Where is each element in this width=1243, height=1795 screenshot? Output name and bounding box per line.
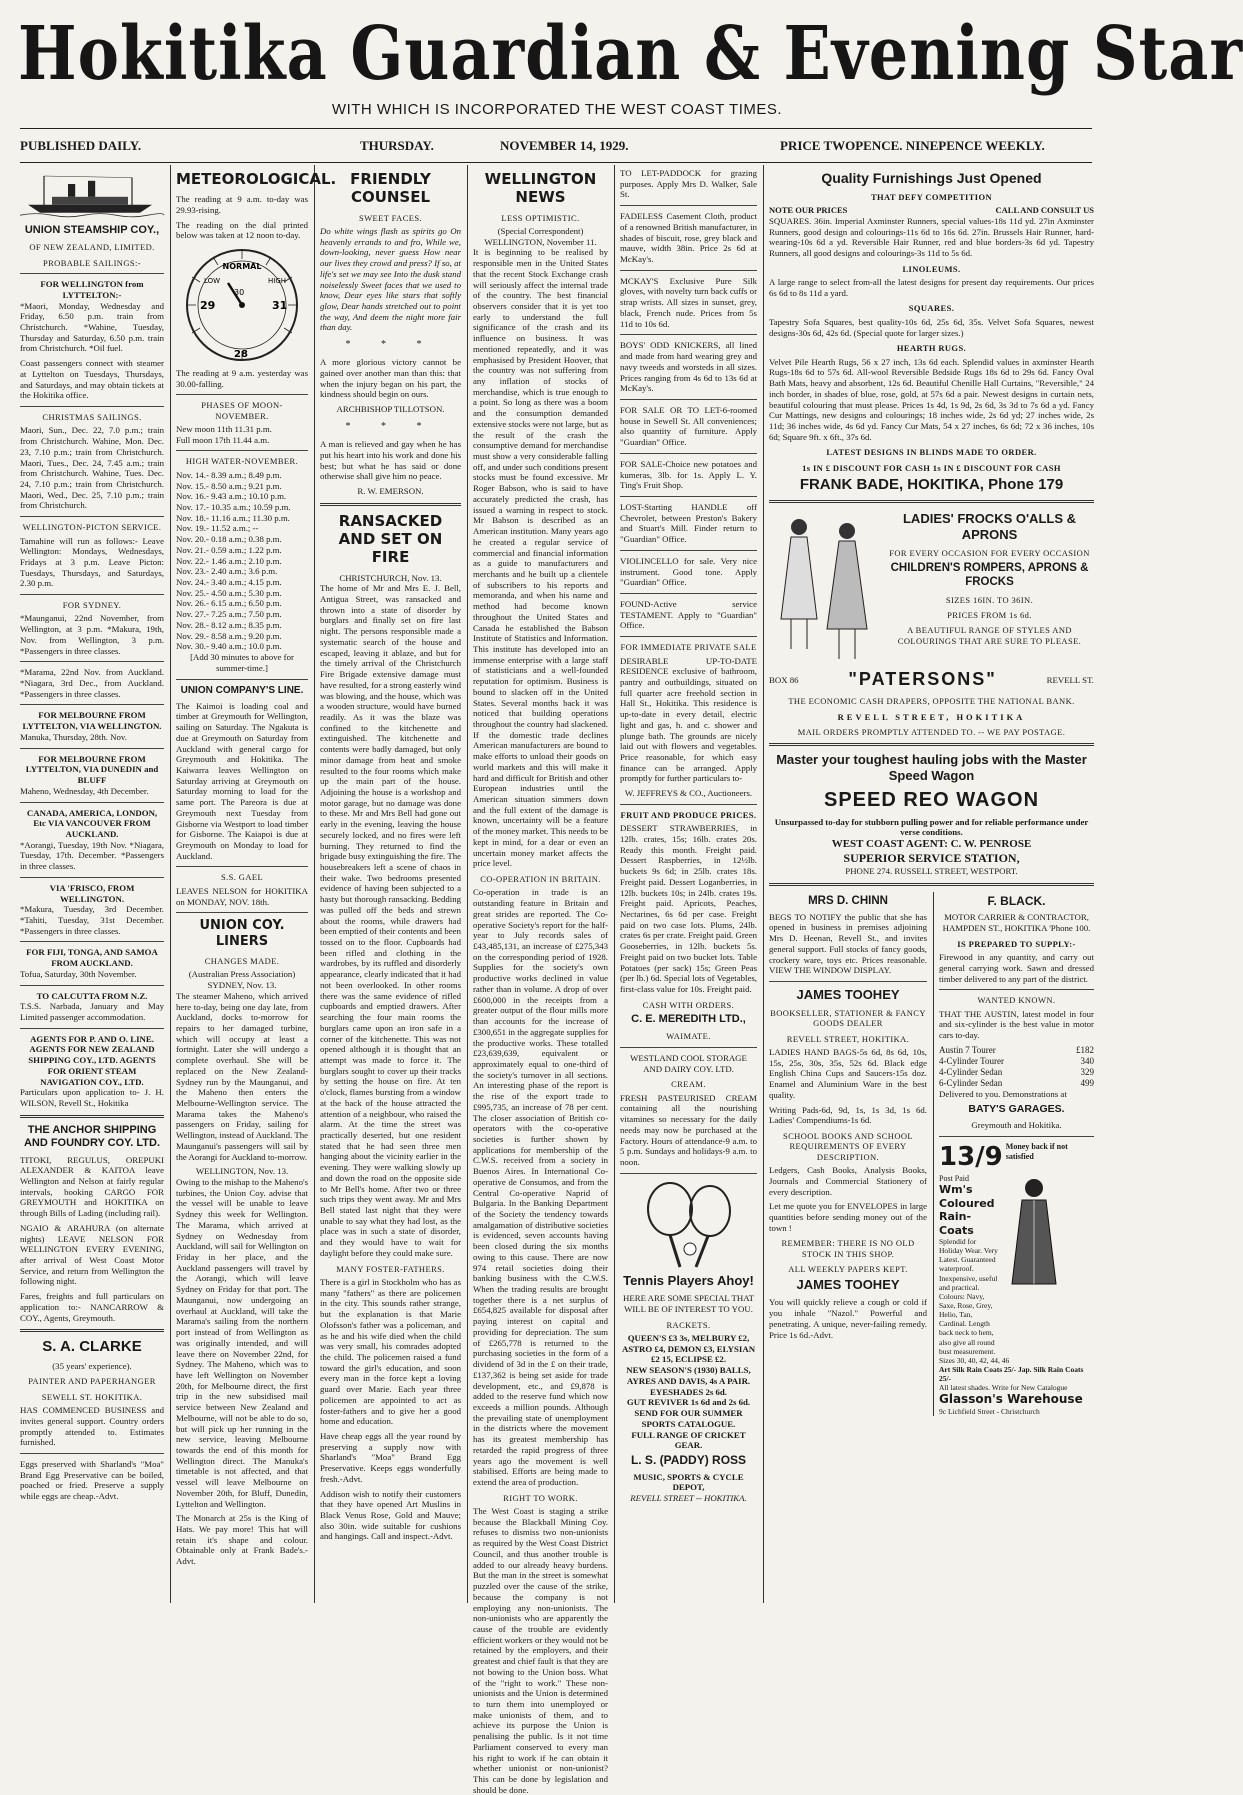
barometer-dial: [176, 245, 308, 365]
met-dial-note: The reading on the dial printed below was taken at 12 noon to-day.: [176, 219, 308, 241]
tide-row: Nov. 30.- 9.40 a.m.; 10.0 p.m.: [176, 641, 282, 652]
cooperation-heading: CO-OPERATION IN BRITAIN.: [480, 874, 601, 885]
sweet-faces-heading: SWEET FACES.: [358, 212, 423, 223]
dial-29-label: 29: [200, 299, 216, 313]
weekly-papers: ALL WEEKLY PAPERS KEPT.: [788, 1264, 908, 1275]
anchor-text: TITOKI, REGULUS, OREPUKI ALEXANDER & KAITOA leave Wellington and Nelson at fairly regular intervals, booking CARGO FOR GREYMOUTH and HOKITIKA on through Bills of Lading (including rail).: [20, 1154, 164, 1219]
liners-heading: UNION COY. LINERS: [199, 918, 285, 950]
wellington-heading: FOR WELLINGTON from LYTTELTON:-: [40, 279, 144, 300]
austin-prices: [939, 1045, 1094, 1089]
linoleums-text: A large range to select from-all the latest designs for present day requirements. Our prices 6s 6d to 8s 11d a yard.: [769, 277, 1094, 298]
austin-delivered: Delivered to you. Demonstrations at: [939, 1088, 1067, 1099]
tide-row: Nov. 16.- 9.43 a.m.; 10.10 p.m.: [176, 491, 287, 502]
melbourne-sailing-1: Manuka, Thursday, 28th. Nov.: [20, 731, 127, 742]
private-sale-heading: FOR IMMEDIATE PRIVATE SALE: [620, 642, 757, 653]
melbourne-heading-2: FOR MELBOURNE FROM LYTTELTON, VIA DUNEDIN and BLUFF: [25, 753, 159, 786]
westland-storage: WESTLAND COOL STORAGE AND DAIRY COY. LTD.: [630, 1052, 747, 1074]
mckays-ad: MCKAY'S Exclusive Pure Silk gloves, with novelty turn back cuffs or strap wrists. All sizes in sunset, grey, black, French nude. Prices from 5s 11d to 10s 6d.: [620, 275, 757, 329]
foster-text: There is a girl in Stockholm who has as many "fathers" as there are policemen in the city. This sounds rather strange, but the explanation is that Marie Olofsson's father was a policeman, and as he and his wife died when the child was very small, his comrades adopted the child. The policemen raised a fund toward the girl's education, and soon every man in the force kept a loving guard over Marie. Each year three policemen are appointed to act as foster-fathers and to give her a good home and education.: [320, 1276, 461, 1427]
toohey-title: JAMES TOOHEY: [796, 987, 900, 1003]
column-friendly-counsel: FRIENDLY COUNSEL SWEET FACES. Do white wings flash as spirits go On heavenly errands to and fro, While we, down-looking, never guess How near our lives they crowd and press? If so, at life's set we may see Into the dusk stand noiselessly Sweet faces that we used to know, Dear eyes like stars that softly glow, Dear hands stretched out to point the way, And deem the night more fair than day. * * * A more glorious victory cannot be gained over another man than this: that when the injury began on his part, the kindness should begin on ours. ARCHBISHOP TILLOTSON. * * * A man is relieved and gay when he has put his heart into his work and done his best; but what he has said or done otherwise shall give him no peace. R. W. EMERSON. RANSACKED AND SET ON FIRE CHRISTCHURCH, Nov. 13. The home of Mr and Mrs E. J. Bell, Antigua Street, was ransacked and thrown into a state of disorder by burglars and finally set on fire last night. The persons responsible made a systematic search of the house and escaped, leaving it ablaze, and but for the timely arrival of the Christchurch Fire Brigade extensive damage must have resulted, for a strong easterly wind was blowing, and the house, which was a wooden structure, would have burned readily. As it was the blaze was confined to the kitchenette and extinguished. The kitchenette and contents were badly damaged, but only minor damage from heat and smoke resulted to the four rooms which make up the main part of the house. Adjoining the house is a workshop and motor garage, but no damage was done to these. Mr and Mrs Bell had gone out early in the evening, leaving the house securely locked, and no fires were left burning. They returned to find the brigade busy extinguishing the fire. The housebreakers left a scene of chaos in their wake. Two bedrooms presented evidence of having been subjected to a hasty but thorough ransacking. Bedding was pulled off the beds and strewn about the rooms, while drawers had been emptied of their contents and been tossed on to the floor. Cupboards had been rifled and clothing in the wardrobes, by its ruffled and disorderly appearance, clearly indicated that it had not been overlooked. In other rooms there was the same evidence of rifled cupboards and emptied drawers. After searching the four main rooms the burglars came upon an iron safe in a corner of the kitchenette. This was not opened although it is thought that an attempt was made to force it. The burglars sought to cover up their tracks by setting the house on fire. At ten o'clock, flames bursting from a window at the back of the house attracted the attention of a neighbour, who raised the alarm. At the time the street was practically deserted, but one resident stated that he had seen three men hanging about the vicinity earlier in the evening. They were walking slowly up and down the road on the opposite side to Mr Bell's home. After two or three such trips they went away. Mr and Mrs Bell stated last night that they were unable to say what they had lost, as the place was in such a state of disorder, and they would have to wait for daylight before they could make sure. MANY FOSTER-FATHERS. There is a girl in Stockholm who has as many "fathers" as there are policemen in the city. This sounds rather strange, but the explanation is that Marie Olofsson's father was a policeman, and as he and his wife died when the child was very small, his comrades adopted the child. The policemen raised a fund toward the girl's education, and soon every man in the force kept a loving guard over Marie. Each year three policemen are appointed to act as foster-fathers and to give her a good home and education. Have cheap eggs all the year round by preserving a supply now with Sharland's "Moa" Brand Egg Preservative. Keeps eggs wonderfully fresh.-Advt. Addison wish to notify their customers that they have opened Art Muslins in Black Venus Rose, Gold and Mauve; also 30in. wide suitable for cushions and hangings. Call and inspect.-Advt.: [320, 170, 461, 1542]
newspaper-subtitle: WITH WHICH IS INCORPORATED THE WEST COAST TIMES.: [331, 101, 783, 118]
rackets-prices: QUEEN'S £3 3s, MELBURY £2, ASTRO £4, DEMON £3, ELYSIAN £2 15, ECLIPSE £2.: [621, 1333, 756, 1365]
nazol-advt: You will quickly relieve a cough or cold if you inhale "Nazol." Powerful and penetrating. A unique, never-failing remedy. Price 1s 6d.-Advt.: [769, 1297, 927, 1340]
austin-price: 340: [1080, 1055, 1094, 1066]
tennis-subtitle: HERE ARE SOME SPECIAL THAT WILL BE OF INTEREST TO YOU.: [623, 1293, 754, 1314]
house-sale-ad: FOR SALE OR TO LET-6-roomed house in Sewell St. All conveniences; also quantity of furniture. Apply "Guardian" Office.: [620, 404, 757, 448]
batys-location: Greymouth and Hokitika.: [971, 1120, 1062, 1131]
calcutta-sailing: T.S.S. Narbada, January and May Limited passenger accommodation.: [20, 1001, 164, 1023]
relieved-quote: A man is relieved and gay when he has put his heart into his work and done his best; but what he has said or done otherwise shall give him no peace.: [320, 439, 461, 482]
column-display-ads: [769, 168, 1094, 1602]
dial-30-label: 30: [234, 288, 245, 298]
ransacked-heading: RANSACKED AND SET ON FIRE: [338, 511, 443, 567]
tide-row: Nov. 14.- 8.39 a.m.; 8.49 p.m.: [176, 469, 282, 480]
runners-text: SQUARES. 36in. Imperial Axminster Runners, special values-18s 11d yd. 27in Axminster Runners, good design and colourings-11s 6d to 16s 6d. 27in. Brussels Hair Runner, hard-wearing-10s 6d a yd. Reversible Hair Runner, red and blue borders-3s 6d yd. Tapestry Runners, all good designs and colourings-3s 11d to 5s 6d.: [769, 215, 1094, 258]
potatoes-ad: FOR SALE-Choice new potatoes and kumeras, 3lb. for 1s. Apply L. Y. Ting's Fruit Shop.: [620, 458, 757, 491]
coast-passengers: Coast passengers connect with steamer at Lyttelton on Tuesdays, Thursdays, and Saturdays, and may obtain tickets at the Hokitika office.: [20, 358, 164, 401]
frank-bade: FRANK BADE, HOKITIKA, Phone 179: [799, 476, 1064, 494]
linoleums-heading: LINOLEUMS.: [902, 263, 961, 274]
tide-row: Nov. 17.- 10.35 a.m.; 10.59 p.m.: [176, 502, 291, 512]
writing-pads: Writing Pads-6d, 9d, 1s, 1s 3d, 1s 6d. Ladies' Compendiums-1s 6d.: [769, 1104, 927, 1126]
foster-heading: MANY FOSTER-FATHERS.: [336, 1263, 445, 1274]
union-company-text: The Kaimoi is loading coal and timber at Greymouth for Wellington, sailing on Saturday. The Ngakuta is due at Greymouth on Saturday from Auckland with general cargo for Greymouth and Hokitika. The Kaiwarra leaves Wellington on Saturday arriving at Greymouth on Saturday morning to load for the same port. The Pareora is due at Greymouth next Tuesday from Gisborne via Westport to load timber for Gisborne. The Kaiapoi is due at Greymouth on Monday to load for Auckland.: [176, 700, 308, 861]
wellington-sailings: *Maori, Monday, Wednesday and Friday, 6.50 p.m. train from Christchurch. *Wahine, Tuesday, Thursday and Saturday, 6.50 p.m. train from Christchurch. *Oil fuel.: [20, 300, 164, 354]
newspaper-title: Hokitika Guardian & Evening Star: [18, 9, 1243, 97]
reo-agent: WEST COAST AGENT: C. W. PENROSE: [831, 837, 1032, 850]
reo-phone: PHONE 274. RUSSELL STREET, WESTPORT.: [845, 866, 1018, 876]
dial-low-label: LOW: [204, 277, 221, 286]
austin-price-row: [939, 1056, 1094, 1067]
wellington-liners-text: Owing to the mishap to the Maheno's turbines, the Union Coy. advise that the vessel will be unable to leave Sydney this week for Wellington. The Marama, which arrived at Sydney on Wednesday from Auckland, will sail for Wellington on Friday in her place, and the Auckland passengers will travel by the Aorangi, which will leave Sydney on Friday for that port. The Maunganui, now undergoing an overhaul at Auckland, will take the Marama's sailing from the northern port instead of from Wellington as was originally intended, and will leave there on November 22nd, for Sydney. The Maheno, which was to have left Wellington on November 20th, for Melbourne direct, the first trip in the new subsidised mail service between New Zealand and Melbourne, will not be able to do so, but will pick up her running in the new service, leaving Melbourne towards the end of this month for Wellington direct. The Manuka's timetable is not affected, and that vessel will leave Melbourne on November 20th, for Bluff, Dunedin, Lyttelton and Wellington.: [176, 1177, 308, 1509]
column-divider: [763, 165, 764, 1603]
cooperation-text: Co-operation in trade is an outstanding feature in Britain and great strides are reported. The Co-operative Society's report for the half-year to July records sales of £43,485,131, an increase of £275,343 on the corresponding period of 1928. Supplies for the society's own productive works declined in value rather than in volume. A drop of over £600,000 in the receipts from a greater output of the flour mills more than accounts for the increase of £300,651 in the aggregate supplies for the productive works. These totalled £23,639,639, equivalent or approximately equal to one-third of the society's turnover in all sections. An interesting phase of the report is the rise of the export trade to £995,735, an increase of 78 per cent. The closer association of British co-operators with the co-operative societies is further shown by applications for membership of the C.W.S. received from a society in Buenos Aires. In International Co-operative de Consumos, and from the Central Co-operative Naprid of Bulgaria. In the Banking Department of the Society the tendency towards amalgamation of distributive societies is evidenced, seven accounts having been closed during the six months owing to this cause. There are now 974 retail societies doing their banking business with the C.W.S. When the trading results are brought together there is a net surplus of £654,825 available for disposal after paying interest on capital and providing for depreciation. The sum of £265,778 is returned to the purchasing societies in the form of a dividend of 3d in the £ on their trade, £137,362 is being set aside for trade development, etc., and £9,878 is added to the reserve fund which now exceeds a million pounds. Although the prevailing state of unemployment in the districts where the movement has its greatest membership has retarded the rapid progress of three years ago the movement is well stabilised. Efforts are being made to extend the area of production.: [473, 887, 608, 1487]
christmas-sailings: Maori, Sun., Dec. 22, 7.0 p.m.; train from Christchurch. Wahine, Mon. Dec. 23, 7.10 p.m.; train from Christchurch. Maori, Tues., Dec. 24, 7.45 a.m.; train from Christchurch. Wahine, Tues. Dec. 24, 7.10 p.m.; train from Christchurch. Maori, Wed., Dec. 25, 7.10 p.m.; train from Christchurch.: [20, 425, 164, 511]
clarke-title: S. A. CLARKE: [42, 1338, 142, 1356]
blinds-text: LATEST DESIGNS IN BLINDS MADE TO ORDER.: [826, 447, 1037, 458]
boys-knickers-ad: BOYS' ODD KNICKERS, all lined and made from hard wearing grey and navy tweeds and worsteds in all sizes. Prices ranging from 4s 6d to 13s 6d at McKay's.: [620, 340, 757, 394]
frisco-heading: VIA 'FRISCO, FROM WELLINGTON.: [49, 882, 135, 904]
raincoats-title: Wm's Coloured Rain-Coats: [939, 1183, 995, 1237]
picton-heading: WELLINGTON-PICTON SERVICE.: [22, 522, 162, 533]
remember-text: REMEMBER: THERE IS NO OLD STOCK IN THIS SHOP.: [781, 1238, 915, 1259]
monarch-advt: The Monarch at 25s is the King of Hats. We pay more! This hat will retain it's shape and colour. Obtainable only at Frank Bade's.-Advt.: [176, 1513, 308, 1567]
wellington-news-dateline: WELLINGTON, November 11.: [484, 236, 597, 247]
column-meteorological: [176, 168, 337, 1602]
defy-competition: THAT DEFY COMPETITION: [870, 192, 993, 203]
toohey-subtitle: BOOKSELLER, STATIONER & FANCY GOODS DEALER: [770, 1007, 926, 1029]
chinn-text: BEGS TO NOTIFY the public that she has opened in business in premises adjoining Mrs D. Heenan, Revell St., and invites general support. Full stocks of fancy goods, crockery ware, toys etc. Prices reasonable. VIEW THE WINDOW DISPLAY.: [769, 911, 927, 976]
melbourne-heading-1: FOR MELBOURNE FROM LYTTELTON, VIA WELLINGTON.: [22, 710, 162, 732]
note-prices: NOTE OUR PRICES: [769, 205, 848, 216]
dial-31-label: 31: [272, 299, 288, 313]
rompers-price: PRICES FROM 1s 6d.: [947, 609, 1032, 620]
balls-prices: NEW SEASON'S (1930) BALLS, AYRES AND DAVIS, 4s A PAIR.: [626, 1365, 751, 1386]
fares-text: Fares, freights and full particulars on application to:- NANCARROW & COY., Agents, Greymouth.: [20, 1291, 164, 1323]
revell-street-long: REVELL STREET, HOKITIKA: [837, 711, 1026, 722]
austin-price-row: [939, 1078, 1094, 1089]
fadeless-ad: FADELESS Casement Cloth, product of a renowned British manufacturer, in shades of biscuit, rose, grey black and mauve, width 38in. Price 2s 6d at McKay's.: [620, 211, 757, 265]
post-paid: Post Paid: [939, 1173, 970, 1183]
column-shipping: [20, 168, 164, 1602]
jeffreys-auctioneers: W. JEFFREYS & CO., Auctioneers.: [624, 788, 753, 799]
fruit-heading: FRUIT AND PRODUCE PRICES.: [620, 809, 757, 820]
wellington-dateline: WELLINGTON, Nov. 13.: [195, 1166, 289, 1177]
full-moon: Full moon 17th 11.44 a.m.: [176, 434, 270, 445]
mail-orders: MAIL ORDERS PROMPTLY ATTENDED TO. -- WE PAY POSTAGE.: [797, 727, 1066, 738]
column-divider: [467, 165, 468, 1603]
marama-sailings: *Marama, 22nd Nov. from Auckland. *Niagara, 3rd Dec., from Auckland. *Passengers in three classes.: [20, 667, 164, 699]
ross-name: L. S. (PADDY) ROSS: [630, 1452, 747, 1467]
paddock-ad: TO LET-PADDOCK for grazing purposes. Apply Mrs D. Walker, Sale St.: [620, 168, 757, 200]
rompers-title: CHILDREN'S ROMPERS, APRONS & FROCKS: [890, 562, 1089, 589]
dial-high-label: HIGH: [268, 277, 287, 286]
supply-heading: IS PREPARED TO SUPPLY:-: [957, 938, 1076, 949]
austin-price: £182: [1076, 1044, 1094, 1055]
frock-models-illustration: [769, 509, 879, 669]
sydney-sailings: *Maunganui, 22nd November, from Wellington, at 3 p.m. *Makura, 19th, Nov. from Wellington, 3 p.m. *Passengers in three classes.: [20, 613, 164, 656]
anchor-title: THE ANCHOR SHIPPING AND FOUNDRY COY. LTD.: [23, 1123, 161, 1150]
steamship-icon: [20, 171, 164, 221]
sweet-faces-poem: Do white wings flash as spirits go On heavenly errands to and fro, While we, down-looking, never guess How near our lives they crowd and press? If so, at life's set we may see Into the dusk stand noiselessly Sweet faces that we used to know, Dear eyes like stars that softly glow, Dear hands stretched out to point the way, And deem the night more fair than day.: [320, 225, 461, 333]
christchurch-dateline: CHRISTCHURCH, Nov. 13.: [339, 572, 442, 583]
gael-text: LEAVES NELSON for HOKITIKA on MONDAY, NOV. 18th.: [176, 885, 308, 907]
cash-with-orders: CASH WITH ORDERS.: [642, 999, 735, 1010]
raincoat-model-illustration: [1004, 1174, 1064, 1294]
new-moon: New moon 11th 11.31 p.m.: [176, 424, 272, 435]
hand-bags: LADIES HAND BAGS-5s 6d, 8s 6d, 10s, 15s, 25s, 30s, 35s, 52s 6d. Black edge English China Cups and Saucers-15s doz. Enamel and Aluminium Ware in the best quality.: [769, 1046, 927, 1100]
waimate: WAIMATE.: [666, 1031, 711, 1042]
dateline-rule: [20, 162, 1092, 163]
art-silk-coats: Art Silk Rain Coats 25/- Jap. Silk Rain Coats 25/-: [939, 1364, 1084, 1384]
changes-made: CHANGES MADE.: [204, 955, 280, 966]
right-to-work-heading: RIGHT TO WORK.: [503, 1492, 578, 1503]
fruit-prices: DESSERT STRAWBERRIES, in 12lb. crates, 15s; 16lb. crates 20s. Ready this month. Freight paid. Dessert Raspberries, in 12½lb. buckets 9s 6d; in 25lb. crates 18s. Freight paid. Dessert Loganberries, in 12lb. buckets 10s; in 24lb. crates 19s. Freight paid. Apricots, Peaches, Nectarines, 6s 6d per case. Freight paid on two case lots. Plums, 24lb. crates 6s per crate. Freight paid. Green Gooseberries, in 12lb. buckets 5s. Freight paid on two bucket lots. Table Potatoes (per sack) 15s; Green Peas (per lb.) 6d. Special lots of Vegetables, first-class value for 10s. Freight paid.: [620, 823, 757, 994]
union-title: UNION STEAMSHIP COY.,: [24, 224, 160, 236]
lost-ad: LOST-Starting HANDLE off Chevrolet, between Preston's Bakery and Stuart's Mill. Finder return to "Guardian" Office.: [620, 501, 757, 545]
probable-sailings: PROBABLE SAILINGS:-: [42, 257, 142, 268]
toohey-title-2: JAMES TOOHEY: [796, 1277, 900, 1293]
tide-row: Nov. 28.- 8.12 a.m.; 8.35 p.m.: [176, 619, 282, 630]
supply-text: Firewood in any quantity, and carry out general carrying work. Sawn and dressed timber delivered to any part of the district.: [939, 952, 1094, 984]
column-divider: [614, 165, 615, 1603]
tennis-racket-illustration: [620, 1179, 757, 1269]
glasson-price: 13/9: [939, 1141, 1003, 1172]
reo-title: SPEED REO WAGON: [823, 789, 1040, 812]
rackets-heading: RACKETS.: [666, 1319, 711, 1330]
sydney-heading: FOR SYDNEY.: [62, 600, 122, 611]
column-classifieds: [620, 168, 757, 1602]
tide-row: Nov. 23.- 2.40 a.m.; 3.6 p.m.: [176, 566, 278, 577]
tennis-title: Tennis Players Ahoy!: [623, 1273, 754, 1289]
eggs-advt: Eggs preserved with Sharland's "Moa" Brand Egg Preservative can be boiled, poached or fried. Preserve a supply while eggs are cheap.-Advt.: [20, 1458, 164, 1502]
column-wellington-news: [473, 168, 608, 1795]
hearth-heading: HEARTH RUGS.: [896, 343, 967, 354]
issue-day: THURSDAY.: [360, 138, 434, 153]
tide-row: Nov. 21.- 0.59 a.m.; 1.22 p.m.: [176, 544, 282, 555]
calcutta-heading: TO CALCUTTA FROM N.Z.: [36, 990, 148, 1001]
fiji-sailing: Tofua, Saturday, 30th November.: [20, 968, 137, 979]
reo-headline: Master your toughest hauling jobs with the Master Speed Wagon: [776, 752, 1087, 784]
fiji-heading: FOR FIJI, TONGA, AND SAMOA FROM AUCKLAND.: [26, 947, 158, 969]
austin-price-row: [939, 1045, 1094, 1056]
friendly-counsel-title: FRIENDLY COUNSEL: [350, 170, 431, 207]
ransacked-text: The home of Mr and Mrs E. J. Bell, Antigua Street, was ransacked and thrown into a state of disorder by burglars and finally set on fire last night. The persons responsible made a systematic search of the house and escaped, leaving it ablaze, and but for the timely arrival of the Christchurch Fire Brigade extensive damage must have resulted, for a strong easterly wind was blowing, and the house, which was a wooden structure, would have burned readily. As it was the blaze was confined to the kitchenette and extinguished. The kitchenette and contents were badly damaged, but only minor damage from heat and smoke resulted to the four rooms which make up the main part of the house. Adjoining the house is a workshop and motor garage, but no damage was done to these. Mr and Mrs Bell had gone out early in the evening, leaving the house securely locked, and no fires were left burning. They returned to find the brigade busy extinguishing the fire. The housebreakers left a scene of chaos in their wake. Two bedrooms presented evidence of having been subjected to a hasty but thorough ransacking. Bedding was pulled off the beds and strewn about the rooms, while drawers had been emptied of their contents and been tossed on to the floor. Cupboards had been rifled and clothing in the wardrobes, by its ruffled and disorderly appearance, clearly indicated that it had not been overlooked. In other rooms there was the same evidence of rifled cupboards and emptied drawers. After searching the four main rooms the burglars came upon an iron safe in a corner of the kitchenette. This was not opened although it is thought that an attempt was made to force it. The burglars sought to cover up their tracks by setting the house on fire. At ten o'clock, flames bursting from a window at the back of the house attracted the attention of a neighbour, who raised the alarm. At the time the street was practically deserted, but one resident stated that he had seen three men hanging about the vicinity earlier in the evening. They were walking slowly up and down the road on the opposite side to Mr Bell's home. After two or three such trips they went away. Mr and Mrs Bell stated last night that they were unable to say what they had lost, as the place was in such a state of disorder, and they would have to wait for daylight before they could make sure.: [320, 583, 461, 1258]
violincello-ad: VIOLINCELLO for sale. Very nice instrument. Good tone. Apply "Guardian" Office.: [620, 555, 757, 588]
toohey-address: REVELL STREET, HOKITIKA.: [786, 1033, 910, 1044]
gut-reviver: GUT REVIVER 1s 6d and 2s 6d.: [626, 1397, 751, 1408]
patersons-name: "PATERSONS": [848, 669, 997, 690]
canada-heading: CANADA, AMERICA, LONDON, Etc VIA VANCOUVER FROM AUCKLAND.: [26, 807, 158, 839]
relieved-author: R. W. EMERSON.: [357, 485, 424, 496]
meredith-name: C. E. MEREDITH LTD.,: [631, 1013, 746, 1026]
high-water-heading: HIGH WATER-NOVEMBER.: [185, 456, 299, 467]
issue-date: NOVEMBER 14, 1929.: [500, 138, 629, 153]
special-correspondent: (Special Correspondent): [497, 225, 584, 236]
catalogue: SEND FOR OUR SUMMER SPORTS CATALOGUE.: [634, 1408, 743, 1429]
tide-row: Nov. 25.- 4.50 a.m.; 5.30 p.m.: [176, 587, 282, 598]
ross-address: REVELL STREET -- HOKITIKA.: [630, 1493, 747, 1504]
discount-text: 1s IN £ DISCOUNT FOR CASH 1s IN £ DISCOUNT FOR CASH: [802, 462, 1061, 473]
call-consult: CALL AND CONSULT US: [995, 205, 1094, 216]
column-divider: [170, 165, 171, 1603]
cheap-eggs-advt: Have cheap eggs all the year round by preserving a supply now with Sharland's "Moa" Brand Egg Preservative. Keeps eggs wonderfully fresh.-Advt.: [320, 1431, 461, 1484]
picton-service: Tamahine will run as follows:- Leave Wellington: Mondays, Wednesdays, Fridays at 3 p.m. Leave Picton: Tuesdays, Thursdays, and Saturdays, 2.30 p.m.: [20, 535, 164, 589]
sydney-dateline: SYDNEY, Nov. 13.: [207, 980, 277, 991]
met-reading-yesterday: The reading at 9 a.m. yesterday was 30.00-falling.: [176, 367, 308, 389]
dial-normal-label: NORMAL: [222, 262, 262, 272]
clarke-experience: (35 years' experience).: [52, 1360, 132, 1371]
less-optimistic: LESS OPTIMISTIC.: [501, 212, 580, 223]
glasson-warehouse: Glasson's Warehouse: [939, 1392, 1083, 1407]
eyeshades: EYESHADES 2s 6d.: [650, 1386, 727, 1397]
frocks-title: LADIES' FROCKS O'ALLS & APRONS: [902, 511, 1077, 543]
austin-model: 6-Cylinder Sedan: [939, 1077, 1003, 1088]
box-number: BOX 86: [769, 675, 799, 685]
victory-author: ARCHBISHOP TILLOTSON.: [336, 404, 445, 415]
austin-model: 4-Cylinder Tourer: [939, 1055, 1004, 1066]
tide-row: Nov. 26.- 6.15 a.m.; 6.50 p.m.: [176, 598, 282, 609]
school-books: SCHOOL BOOKS AND SCHOOL REQUIREMENTS OF EVERY DESCRIPTION.: [782, 1131, 914, 1162]
christmas-heading: CHRISTMAS SAILINGS.: [42, 412, 142, 423]
cream-heading: CREAM.: [671, 1079, 706, 1090]
ledgers: Ledgers, Cash Books, Analysis Books, Journals and Commercial Stationery of every description.: [769, 1165, 927, 1197]
dial-28-label: 28: [234, 349, 248, 361]
cream-text: FRESH PASTEURISED CREAM containing all the nourishing vitamines so necessary for the daily needs may now be purchased at the Factory. Hours of attendance-9 a.m. to 5 p.m. Sundays and holidays-9 a.m. to noon.: [620, 1092, 757, 1167]
tide-row: Nov. 22.- 1.46 a.m.; 2.10 p.m.: [176, 555, 282, 566]
union-company-line: UNION COMPANY'S LINE.: [180, 684, 304, 696]
tide-row: Nov. 27.- 7.25 a.m.; 7.50 p.m.: [176, 609, 282, 620]
squares-text: Tapestry Sofa Squares, best quality-10s 6d, 25s 6d, 35s. Velvet Sofa Squares, newest designs-30s 6d, 42s 6d. (Special quote for larger sizes.): [769, 316, 1094, 338]
gael-heading: S.S. GAEL: [220, 872, 264, 883]
masthead-rule: [20, 128, 1092, 129]
agents-heading: AGENTS FOR P. AND O. LINE. AGENTS FOR NEW ZEALAND SHIPPING COY., LTD. AGENTS FOR ORIENT STEAM NAVIGATION COY., LTD.: [28, 1033, 156, 1087]
envelopes: Let me quote you for ENVELOPES in large quantities before sending money out of the town !: [769, 1201, 927, 1233]
column-divider: [314, 165, 315, 1603]
austin-model: 4-Cylinder Sedan: [939, 1066, 1003, 1077]
economic-drapers: THE ECONOMIC CASH DRAPERS, OPPOSITE THE NATIONAL BANK.: [788, 696, 1075, 707]
hearth-text: Velvet Pile Hearth Rugs, 56 x 27 inch, 13s 6d each. Splendid values in axminster Hearth Rugs-18s 6d to 57s 6d. All-wool Reversible Bedside Rugs 18s 6d to 29s 6d. Fancy Oval Bath Mats, heavy and absorbent, 12s 6d. Beautiful Chenille Hall Curtains, "Reversible," 24 inch border, in shades of blue, rose, gold, at 57s 6d a pair. Newest designs in curtain nets, beautiful colouring that must please. Prices 1s 4d, 1s 9d, 2s 6d, 3s 3d to 7s 6d a yd. Fancy Cur Mattings, new designs and colourings; 18 inches wide, 2s 6d yd; 27 inches wide, 2s 11d; 36 inches wide, 4s 6d yd. Fancy Cur Mats, 54 x 27 inches, 6s 6d; 72 x 36 inches, 10s 6d; Square 9ft. x 6ft., 37s 6d.: [769, 356, 1094, 442]
melbourne-sailing-2: Maheno, Wednesday, 4th December.: [20, 785, 149, 796]
quality-furnishings-title: Quality Furnishings Just Opened: [821, 170, 1042, 186]
batys-garages: BATY'S GARAGES.: [968, 1103, 1065, 1116]
latest-shades: All latest shades. Write for New Catalogue: [939, 1383, 1068, 1393]
squares-heading: SQUARES.: [908, 303, 955, 314]
chinn-title: MRS D. CHINN: [808, 894, 888, 907]
canada-sailings: *Aorangi, Tuesday, 19th Nov. *Niagara, Tuesday, 17th. December. *Passengers in three classes.: [20, 839, 164, 872]
dateline: [20, 138, 1090, 156]
residence-ad: DESIRABLE UP-TO-DATE RESIDENCE exclusive of bathroom, pantry and outbuildings, situated on full quarter acre freehold section in Hall St., Hokitika. This residence is up-to-date in every detail, electric light and gas, h. and c. shower and plunge bath. The grounds are nicely laid out with flowers and vegetables. Price reasonable, for which easy finance can be arranged. Apply promptly for further particulars to-: [620, 655, 757, 784]
austin-model: Austin 7 Tourer: [939, 1044, 996, 1055]
clarke-trade: PAINTER AND PAPERHANGER: [28, 1376, 156, 1387]
addison-advt: Addison wish to notify their customers that they have opened Art Muslins in Black Venus Rose, Gold and Mauve; also 30in. wide suitable for cushions and hangings. Call and inspect.-Advt.: [320, 1488, 461, 1542]
frisco-sailings: *Makura, Tuesday, 3rd December. *Tahiti, Tuesday, 31st December. *Passengers in three classes.: [20, 904, 164, 936]
wanted-known: WANTED KNOWN.: [977, 995, 1056, 1006]
clarke-address: SEWELL ST. HOKITIKA.: [41, 1391, 143, 1402]
right-to-work-text: The West Coast is staging a strike because the Blackball Mining Coy. refuses to dismiss two non-unionists as required by the West Coast District Council, and thus another trouble is added to our already heavy burdens. But the man in the street is somewhat puzzled over the cause of the strike, because the company is not employing any non-unionists. The non-unionists who are apparently the cause of the trouble are evidently efficient workers or they would not be retained by the employers, and their greatest and chief fault is that they are not bowing to the Union boss. What of the "right to work." These non-unionists and the Union is determined to turn them into unemployed or make unionists of them, and to achieve its purpose the Union is penalising the public. Is it not time Parliament conserved to every man his right to work if he can obtain it whether unionist or non-unionist? This can be done by legislation and should be done.: [473, 1506, 608, 1795]
rompers-range: A BEAUTIFUL RANGE OF STYLES AND COLOURINGS THAT ARE SURE TO PLEASE.: [897, 625, 1082, 646]
tide-row: Nov. 18.- 11.16 a.m.; 11.30 p.m.: [176, 512, 290, 523]
tide-row: Nov. 20.- 0.18 a.m.; 0.38 p.m.: [176, 534, 282, 545]
cricket-gear: FULL RANGE OF CRICKET GEAR.: [631, 1429, 746, 1451]
black-subtitle: MOTOR CARRIER & CONTRACTOR, HAMPDEN ST., HOKITIKA 'Phone 100.: [942, 912, 1091, 934]
clarke-text: HAS COMMENCED BUSINESS and invites general support. Country orders promptly attended to. Estimates furnished.: [20, 1405, 164, 1448]
union-subtitle: OF NEW ZEALAND, LIMITED.: [29, 242, 155, 253]
tide-row: Nov. 29.- 8.58 a.m.; 9.20 p.m.: [176, 630, 282, 641]
meteorological-title: METEOROLOGICAL.: [176, 170, 337, 188]
victory-quote: A more glorious victory cannot be gained over another man than this: that when the injury began on his part, the kindness should begin on ours.: [320, 357, 461, 400]
tide-note: [Add 30 minutes to above for summer-time.]: [190, 652, 294, 673]
found-ad: FOUND-Active service TESTAMENT. Apply to "Guardian" Office.: [620, 599, 757, 631]
reo-subtitle: Unsurpassed to-day for stubborn pulling power and for reliable performance under verse conditions.: [774, 816, 1089, 838]
wellington-news-text: It is beginning to be realised by responsible men in the United States that the recent Stock Exchange crash will seriously affect the internal trade of the country. The best financial observers consider that it is yet too early to understand the full significance of the crash and its influence on business. It was mentioned repeatedly, and it was emphasised by President Hoover, that the country was not suffering from any inflation of stocks of merchandise, which is true enough to a point. So long as there was a boom and the consumption demanded extensive stocks were not large, but as the result of the crash the consumptive demand for merchandise must show a very considerable falling off, and under such conditions present stocks must be found excessive. Mr Roger Babson, who is said to have accurately predicted the crash, has issued a warning in respect to stock. Mr Babson is described as an American institution. Many years ago he created a regular service of commercial and financial information as a guide to manufacturers and merchants and he built up a clientele of subscribers to his reports and memoranda, and when his name and method had become known throughout the United States and Canada he established the Babson Institute of Statistics and Information. This institute has developed into an immense enterprise with a large staff of statisticians and a well-founded reputation for optimism. Business is bound to slacken off in the United States. Several months back it was noticed that building operations throughout the country had slackened. If the domestic trade declines American manufacturers are bound to make efforts to unload their goods on world markets and this will make it hard and difficult for British and other European industries until the American situation simmers down and the full extent of the damage is known, uncertainty will be a feature of the money market. This needs to be kept in mind, for a dear or even an uncertain money market affects the price level.: [473, 247, 608, 869]
moon-heading: PHASES OF MOON-NOVEMBER.: [201, 400, 283, 421]
agents-contact: Particulars upon application to- J. H. WILSON, Revell St., Hokitika: [20, 1087, 164, 1109]
tide-table: [176, 470, 308, 652]
tide-row: Nov. 15.- 8.50 a.m.; 9.21 p.m.: [176, 480, 282, 491]
met-reading-today: The reading at 9 a.m. to-day was 29.93-rising.: [176, 194, 308, 216]
money-back: Money back if not satisfied: [1005, 1141, 1068, 1161]
issue-price: PRICE TWOPENCE. NINEPENCE WEEKLY.: [780, 138, 1045, 153]
austin-price: 499: [1080, 1077, 1094, 1088]
austin-text: THAT THE AUSTIN, latest model in four and six-cylinder is the best value in motor cars to-day.: [939, 1008, 1094, 1041]
austin-price-row: [939, 1067, 1094, 1078]
austin-price: 329: [1080, 1066, 1094, 1077]
rompers-sizes: SIZES 16IN. TO 36IN.: [945, 594, 1034, 605]
ngaio-text: NGAIO & ARAHURA (on alternate nights) LEAVE NELSON FOR WELLINGTON EVERY EVENING, after arrival of West Coast Motor Service, and return from Wellington the following night.: [20, 1222, 164, 1287]
patersons-street: REVELL ST.: [1046, 675, 1094, 685]
tide-row: Nov. 24.- 3.40 a.m.; 4.15 p.m.: [176, 577, 282, 588]
ross-subtitle: MUSIC, SPORTS & CYCLE DEPOT,: [633, 1471, 744, 1493]
raincoats-description: Splendid for Holiday Wear. Very Latest. Guaranteed waterproof. Inexpensive, useful and practical. Colours: Navy, Saxe, Rose, Grey, Helio, Tan, Cardinal. Length back neck to hem, also give all round bust measurement.: [939, 1237, 998, 1356]
press-association: (Australian Press Association): [188, 969, 296, 980]
published-daily: PUBLISHED DAILY.: [20, 138, 142, 153]
tide-row: Nov. 19.- 11.52 a.m.; --: [176, 523, 259, 534]
wellington-news-title: WELLINGTON NEWS: [484, 170, 597, 207]
liners-text: The steamer Maheno, which arrived here to-day, being one day late, from Auckland, docks to-morrow for repairs to her damaged turbine, which will occupy at least a fortnight. Later she will undergo a complete overhaul. She will be replaced on the New Zealand-Sydney run by the Maunganui, and the Maheno then enters the Melbourne-Wellington service. The Marama takes the Maheno's passengers on Friday, sailing for Wellington, instead of Auckland. The Maunganui's passengers will sail by the Aorangi for Auckland to-morrow.: [176, 990, 308, 1162]
superior-service: SUPERIOR SERVICE STATION,: [843, 851, 1020, 866]
frocks-occasion: FOR EVERY OCCASION FOR EVERY OCCASION: [889, 548, 1090, 559]
raincoat-sizes: Sizes 30, 40, 42, 44, 46: [939, 1355, 1010, 1365]
glasson-address: 9c Lichfield Street - Christchurch: [939, 1407, 1040, 1417]
black-title: F. BLACK.: [987, 893, 1046, 908]
